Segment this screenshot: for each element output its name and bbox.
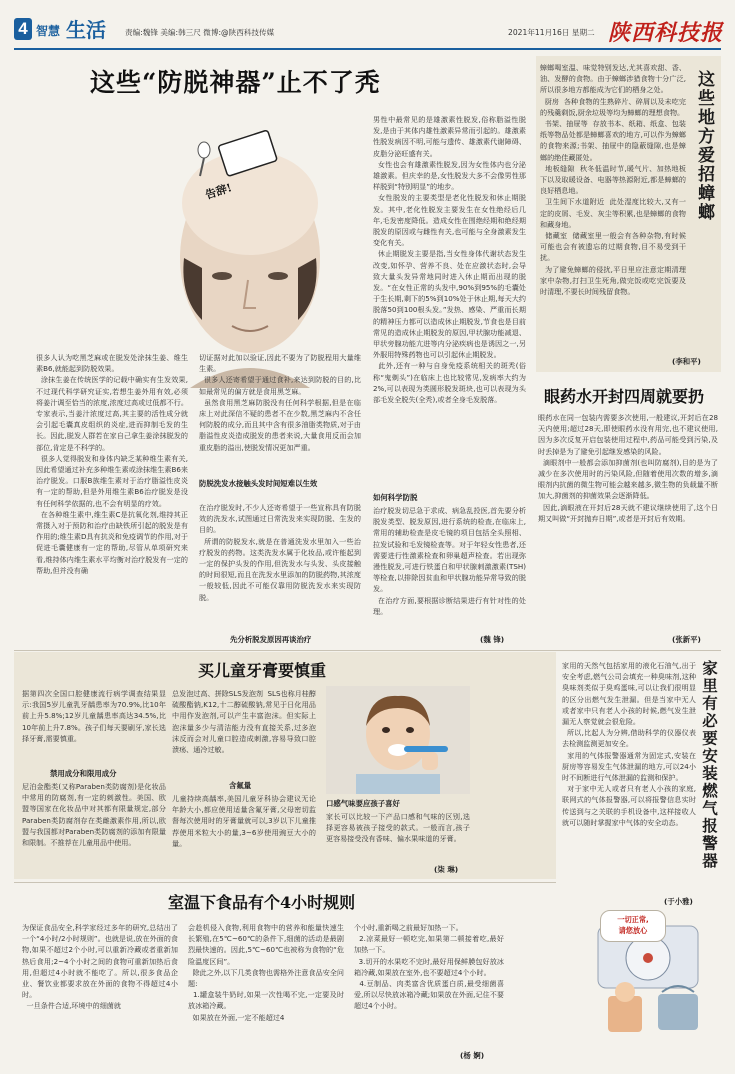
baldness-subhead-analyze: 先分析脱发原因再谈治疗	[230, 635, 312, 644]
child-brushing-photo	[326, 686, 470, 794]
article-gasalarm	[560, 652, 721, 1046]
cockroach-body: 蟑螂喝室温、味觉特别发达,尤其喜欢甜、香、油、发酵的食物。由于蟑螂涉猎食物十分广泛,所以很多地方都能成为它们的栖身之处。 厨房 各种食物的生熟碎片、碎屑以及未吃完的残羹剩饭,厨余垃圾等均为蟑螂的理想食物。 书架、抽屉等 存放书本、纸箱、纸盒、包装纸等物品处都是蟑螂喜欢的地方,可以作为蟑螂的食物来源;书架、抽屉中的隐蔽缝隙,也是蟑螂的绝佳藏匿处。 地板缝隙 秋冬低温时节,暖气片、加热地板下以及取暖设备、电器等热源附近,都是蟑螂的良好栖息地。 卫生间下水道附近 此处湿度比较大,又有一定的皮屑、毛发、灰尘等积累,也是蟑螂的食物和藏身地。 储藏室 储藏室里一般会有各种杂物,有时候可能也会有被遗忘的过期食物,目不易受到干扰。 为了避免蟑螂的侵扰,平日里应注意定期清理家中杂物,打扫卫生死角,做完饭或吃完饭要及时清理,不要长时间残留食物。	[540, 63, 686, 297]
toothpaste-col2b: 儿童持续高龋率,美国儿童牙科协会建议无论年龄大小,都应使用适量含氟牙膏,父母密切监督每次使用时的牙膏量就可以,3岁以下儿童推荐使用米粒大小的量,3~6岁使用豌豆大小的量。	[172, 794, 316, 848]
article-cockroach	[536, 56, 721, 372]
eyedrops-author: (张新平)	[672, 635, 701, 644]
article-food	[14, 882, 556, 1070]
cockroach-title: 这些地方爱招蟑螂	[694, 70, 714, 222]
baldness-col-mid-bottom: 在治疗脱发时,不少人还寄希望于一些宣称具有防脱效的洗发水,试图通过日常洗发来实现防脱、生发的目的。 所谓的防脱发水,就是在普通洗发水里加入一些治疗脱发的药物。这类洗发水属于化妆品,或许能起到一定的保护头发的作用,但洗发水与头发、头皮接触的时间很短,而且在洗发水里添加的防脱药物,其浓度一般较低,因此不可能仅靠用防脱洗发水来实现防脱。	[199, 503, 361, 602]
article-toothpaste	[14, 652, 556, 879]
baldness-subhead-shampoo: 防脱洗发水接触头发时间短难以生效	[199, 479, 318, 488]
article-title: 这些“防脱神器”止不了秃	[90, 68, 381, 97]
food-col1: 为保证食品安全,科学家经过多年的研究,总结出了一个“4小时/2小时规则”。也就是说,放在外面的食物,如果不超过2个小时,可以重新冷藏或者重新加热后食用;2~4个小时之间的食物可重新加热后食用,但超过4小时就不能吃了。所以,很多食品企业、餐饮业都要求放在外面的食物不得超过4小时。 一旦条件合适,环境中的细菌就	[22, 923, 178, 1011]
cockroach-author: (李和平)	[672, 357, 701, 366]
masthead-divider	[14, 48, 721, 50]
gas-alarm-caption: 一切正常, 请您放心	[617, 915, 649, 935]
food-title: 室温下食品有个4小时规则	[168, 893, 356, 912]
gasalarm-body: 家用的天然气包括家用的液化石油气,出于安全考虑,燃气公司会填充一种臭味剂,这种臭味剂类似于臭鸡蛋味,可以让我们很明显的区分出燃气发生泄漏。但是当家中无人或者家中只有老人小孩的时候,燃气发生泄漏无人察觉就会很危险。 所以,比起人为分辨,借助科学的仪器仪表去检测监测更加安全。 家用的气体报警器通常为固定式,安装在厨房等容易发生气体泄漏的地方,可以24小时不间断进行气体泄漏的监测和保护。 对于家中无人或者只有老人小孩的家庭,联网式的气体报警器,可以将报警信息实时传送到与之关联的手机设备中,这样接收人就可以随时掌握家中气体的安全动态。	[562, 661, 696, 827]
section-divider	[14, 650, 721, 651]
food-divider	[14, 882, 556, 883]
editor-credit: 责编:魏锋 美编:韩三尺 微博:@陕西科技传媒	[125, 28, 275, 37]
illustration-sign-text: 告辞!	[203, 181, 234, 202]
gasalarm-title: 家里有必要安装燃气报警器	[700, 660, 719, 870]
article-baldness	[0, 56, 535, 648]
food-col2: 会趁机侵入食物,利用食物中的营养和能量快速生长繁殖,在5℃~60℃的条件下,细菌的活动是最剧烈最快速的。因此,5℃~60℃也被称为食物的“危险温度区间”。 除此之外,以下几类食物也需格外注意食品安全问题: 1.罐盒装牛奶时,如果一次性喝不完,一定要及时放冰箱冷藏。 如果放在外面,一定不能超过4	[188, 923, 344, 1022]
baldness-author: (魏 锋)	[480, 635, 505, 644]
page-number: 4	[18, 19, 28, 38]
food-col3: 个小时,重新喝之前最好加热一下。 2.凉菜最好一顿吃完,如果第二顿接着吃,最好加热一下。 3.切开的水果吃不完时,最好用保鲜膜包好放冰箱冷藏,如果放在室外,也不要超过4个小时。 4.豆制品、肉类富含优质蛋白质,最受细菌喜爱,所以尽快放冰箱冷藏;如果放在外面,记住不要超过4个小时。	[354, 923, 504, 1011]
paper-name-logo: 陕西科技报	[608, 20, 724, 46]
baldness-col-mid-top: 切证据对此加以验证,因此不要为了防脱程用大量维生素。 很多人还寄希望于通过食补,来达到防脱的目的,比如最常见的偏方就是食用黑芝麻。 虽然食用黑芝麻防脱没有任何科学根据,但是在临床上对此深信不疑的患者不在少数,黑芝麻内不含任何防脱的成分,而且其中含有很多油脂类物质,对于由脂溢性皮炎造成脱发的患者来说,大量食用反而会加重皮脂的溢出,使脱发情况更加严重。	[199, 353, 361, 452]
baldness-col-right-top: 男性中最常见的是雄激素性脱发,俗称脂溢性脱发,是由于其体内雄性激素异常而引起的。雄激素性脱发病因不明,可能与遗传、雄激素代谢障碍、皮脂分泌旺盛有关。 女性也会有雄激素性脱发,因为女性体内也分泌雄激素。但庆幸的是,女性脱发大多不会像男性那样脱到“特别明显”的地步。 女性脱发的主要类型是老化性脱发和休止期脱发。其中,老化性脱发主要发生在女性绝经后几年,毛发密度降低。造成女性在围绝经期和绝经期脱发的原因或与雌性有关,也可能与全身激素发生变化有关。 休止期脱发主要是指,当女性身体代谢状态发生改变,如怀孕、营养不良、处在应激状态时,会导致大量头发异常地同时进入休止期而出现的脱发。“在女性正常的头发中,90%到95%的毛囊处于生长期,剩下的5%到10%处于休止期,每天大约脱落50到100根头发。”发热、感染、严重而长期的精神压力都可以造成休止期脱发,节食也是目前常见的造成休止期脱发的原因,甲状腺功能减退、甲状旁腺功能亢进等内分泌疾病也是诱因之一,另外服用特殊药物也可以引起休止期脱发。 此外,还有一种与自身免疫系统相关的斑秃(俗称“鬼剃头”)在临床上也比较常见,发病率大约为2%,可以表现为类圆形脱发斑块,也可以表现为头部毛发全脱失(全秃),或者全身毛发脱落。	[373, 115, 526, 405]
toothpaste-col1b: 尼泊金酯类(又称Paraben类防腐剂)是化妆品中常用的防腐剂,有一定的刺激性。美国、欧盟等国家在化妆品中对其都有限量规定,部分Paraben类防腐剂存在类雌激素作用,所以,欧盟与我国都对Paraben类防腐剂的添加有限量和限制。不推荐在儿童用品中使用。	[22, 782, 166, 848]
toothpaste-title: 买儿童牙膏要慎重	[198, 661, 327, 680]
toothpaste-col3: 家长可以比较一下产品口感和气味的区别,选择更容易被孩子接受的款式。一般而言,孩子更容易接受没有香味、偏水果味道的牙膏。	[326, 812, 470, 844]
masthead	[0, 0, 735, 56]
section-name-part1: 智慧	[36, 24, 61, 38]
toothpaste-subhead-banned: 禁用成分和限用成分	[50, 769, 117, 778]
toothpaste-subhead-taste: 口感气味要应孩子喜好	[326, 799, 400, 808]
gasalarm-author: (于小雅)	[664, 897, 693, 906]
eyedrops-body: 眼药水在同一包装内需要多次使用,一般建议,开封后在28天内使用;超过28天,即使眼药水没有用完,也不建议使用,因为多次反复开启包装使用过程中,药品可能受到污染,及时丢掉是为了避免引起继发感染的风险。 滴眼剂中一般都会添加抑菌剂(也叫防腐剂),目的是为了减少在多次使用时的污染风险,但随着使用次数的增多,滴眼剂内抗菌的微生物可能会越来越多,微生物的负载量不断加大,抑菌剂的抑菌效果会逐渐降低。 因此,滴眼液在开封后28天就不建议继续使用了,这个日期又叫做“开封抛弃日期”,或者是开封后有效期。	[538, 413, 718, 523]
toothpaste-col2: 总发泡过高、拼除SLS发泡剂 SLS也称月桂醇硫酸酯钠,K12,十二醇硫酸钠,常见于日化用品中用作发泡剂,可以产生丰富泡沫。但实际上泡沫量多少与清洁能力没有直接关系,过多泡沫反而会对儿童口腔造成刺激,容易导致口腔溃疡、通冷过敏。	[172, 689, 316, 755]
toothpaste-subhead-fluoride: 含氟量	[229, 781, 252, 790]
section-name-part2: 生活	[66, 18, 106, 42]
issue-date: 2021年11月16日 星期二	[508, 28, 595, 37]
toothpaste-author: (柒 琳)	[434, 865, 459, 874]
baldness-col-left: 很多人认为吃黑芝麻或在脱发处涂抹生姜、维生素B6,就能起到防脱效果。 涂抹生姜在传统医学的记载中确实有生发效果,不过现代科学研究证实,若想生姜外用有效,必须将姜汁调至恰当的浓度,浓度过高或过低都不行。专家表示,当姜汁浓度过高,其主要的活性成分就会引起毛囊真皮组织的炎症,进而抑制毛发的生长。因此,脱发人群若在家自己拿生姜涂抹脱发的部位,肯定是不科学的。 很多人觉得脱发和身体内缺乏某种维生素有关,因此希望通过补充多种维生素或涂抹维生素B6来治疗脱发。口服B族维生素对于治疗脂溢性皮炎有一定的帮助,但是外用维生素B6治疗脱发是没有任何科学依据的,也不会有明显的疗效。 在各种维生素中,维生素C是抗氧化剂,维持其正常摄入对于预防和治疗由缺铁所引起的脱发是有作用的;维生素D具有抗炎和免疫调节的作用,对于促进毛囊健康有一定的帮助,尽管从单项研究来看,维持体内维生素水平均衡对治疗脱发有一定的帮助,但并没有确	[36, 353, 188, 575]
toothpaste-col1: 据第四次全国口腔健康流行病学调查结果显示:我国5岁儿童乳牙龋患率为70.9%,比10年前上升5.8%;12岁儿童龋患率高达34.5%,比10年前上升7.8%。孩子们每天要刷牙,家长选择牙膏,需要慎重。	[22, 689, 166, 743]
eyedrops-title: 眼药水开封四周就要扔	[544, 387, 705, 406]
article-eyedrops	[536, 372, 721, 648]
baldness-col-right-bottom: 治疗脱发切忌急于求成、病急乱投医,首先要分析脱发类型、脱发原因,进行系统的检查,在临床上,常用的辅助检查是皮毛镜的项目包括全头照相、拉发试验和毛发镜检查等。对于年轻女性患者,还需要进行性激素检查和卵巢超声检查。若出现弥漫性脱发,可进行铁蛋白和甲状腺刺激激素(TSH)等检查,以排除因贫血和甲状腺功能异常导致的脱发。 在治疗方面,要根据诊断结果进行有针对性的处理。	[373, 506, 526, 616]
food-author: (杨 婀)	[460, 1051, 485, 1060]
baldness-subhead-treat: 如何科学防脱	[373, 493, 418, 502]
